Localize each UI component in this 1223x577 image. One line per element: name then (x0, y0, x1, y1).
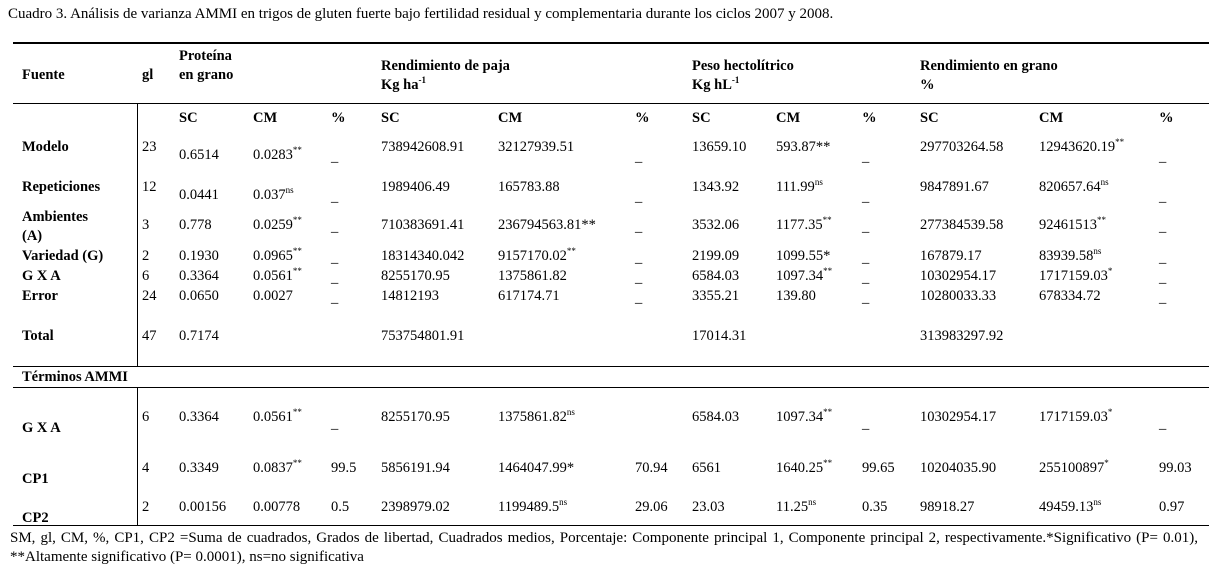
table-cell (381, 248, 464, 264)
table-cell (920, 248, 982, 264)
table-cell (776, 288, 816, 304)
table-cell (179, 288, 219, 304)
table-cell (331, 250, 338, 266)
table-cell (776, 139, 830, 155)
table-cell (920, 179, 989, 195)
table-cell (776, 248, 830, 264)
cell-value: 3532.06 (692, 217, 740, 233)
table-cell (1039, 268, 1112, 284)
table-cell (920, 409, 996, 425)
table-cell (498, 179, 560, 195)
cell-value: _ (331, 189, 339, 205)
table-cell (776, 409, 832, 425)
significance-mark: ** (823, 458, 833, 468)
cell-value: 0.7174 (179, 328, 219, 344)
subheader-9: SC (920, 110, 939, 126)
cell-value: 255100897 (1039, 460, 1105, 476)
cell-value: 0.5 (331, 499, 350, 515)
significance-mark: ** (823, 266, 833, 276)
row-gl: 3 (142, 217, 150, 233)
table-cell (253, 187, 294, 203)
row-gl: 23 (142, 139, 157, 155)
subheader-5: % (635, 110, 650, 126)
cell-value: 678334.72 (1039, 288, 1101, 304)
table-cell (331, 499, 349, 515)
subheader-4: CM (498, 110, 523, 126)
table-cell (776, 217, 832, 233)
table-cell (692, 328, 746, 344)
cell-value: 9157170.02 (498, 248, 567, 264)
significance-mark: ** (823, 407, 833, 417)
row-label: Total (22, 328, 54, 344)
cell-value: 0.3364 (179, 409, 219, 425)
subheader-7: CM (776, 110, 801, 126)
cell-value: 313983297.92 (920, 328, 1004, 344)
table-cell (862, 290, 869, 306)
cell-value: 2398979.02 (381, 499, 450, 515)
cell-value: 1464047.99* (498, 460, 575, 476)
row-label: Error (22, 288, 58, 304)
significance-mark: * (1107, 407, 1113, 417)
cell-value: _ (331, 250, 339, 266)
cell-value: 0.0561 (253, 268, 293, 284)
cell-value: 14812193 (381, 288, 439, 304)
cell-value: 83939.58 (1039, 248, 1094, 264)
cell-value: 1375861.82 (498, 268, 567, 284)
table-cell (635, 149, 642, 165)
row-gl: 12 (142, 179, 157, 195)
cell-value: 6561 (692, 460, 721, 476)
table-cell (862, 499, 887, 515)
header-peso-unit: Kg $hL^{-1}$ (692, 75, 740, 93)
significance-mark: ** (292, 266, 302, 276)
row-gl: 6 (142, 268, 150, 284)
table-cell (920, 268, 996, 284)
table-cell (253, 147, 302, 163)
cell-value: _ (1159, 416, 1167, 432)
subheader-11: % (1159, 110, 1174, 126)
header-rule (13, 103, 1209, 104)
ammi-section-title: Términos AMMI (22, 369, 128, 385)
table-cell (920, 217, 1003, 233)
cell-value: 167879.17 (920, 248, 982, 264)
cell-value: 0.0650 (179, 288, 219, 304)
cell-value: 1717159.03 (1039, 268, 1108, 284)
table-cell (331, 189, 338, 205)
cell-value: 0.037 (253, 187, 286, 203)
cell-value: _ (1159, 270, 1167, 286)
table-cell (179, 460, 219, 476)
cell-value: _ (635, 250, 643, 266)
table-cell (179, 147, 219, 163)
table-cell (1039, 248, 1101, 264)
table-cell (381, 328, 464, 344)
table-cell (920, 499, 974, 515)
cell-value: 0.6514 (179, 147, 219, 163)
table-cell (381, 499, 450, 515)
cell-value: _ (331, 149, 339, 165)
table-cell (692, 179, 739, 195)
ammi-row-label: G X A (22, 420, 61, 436)
cell-value: _ (331, 270, 339, 286)
table-cell (381, 409, 450, 425)
cell-value: 1097.34 (776, 268, 824, 284)
table-cell (920, 288, 996, 304)
subheader-8: % (862, 110, 877, 126)
cell-value: 49459.13 (1039, 499, 1094, 515)
row-label-cont: (A) (22, 228, 43, 244)
table-cell (1159, 416, 1166, 432)
cell-value: _ (862, 250, 870, 266)
top-rule (13, 42, 1209, 44)
cell-value: 9847891.67 (920, 179, 989, 195)
table-cell (179, 217, 212, 233)
cell-value: _ (635, 189, 643, 205)
cell-value: _ (1159, 250, 1167, 266)
table-cell (498, 248, 576, 264)
table-cell (381, 460, 450, 476)
significance-mark: ** (566, 246, 576, 256)
cell-value: 11.25 (776, 499, 809, 515)
total-rule (13, 366, 1209, 367)
significance-mark: * (1107, 266, 1113, 276)
cell-value: _ (1159, 189, 1167, 205)
cell-value: 0.0441 (179, 187, 219, 203)
table-cell (862, 460, 895, 476)
cell-value: 0.3364 (179, 268, 219, 284)
header-paja: Rendimiento de paja (381, 58, 510, 74)
cell-value: 277384539.58 (920, 217, 1004, 233)
cell-value: 8255170.95 (381, 409, 450, 425)
table-cell (776, 268, 832, 284)
cell-value: 70.94 (635, 460, 668, 476)
cell-value: 6584.03 (692, 268, 740, 284)
table-cell (498, 460, 574, 476)
table-cell (253, 499, 300, 515)
cell-value: _ (1159, 290, 1167, 306)
cell-value: _ (1159, 219, 1167, 235)
significance-mark: ns (1093, 246, 1102, 256)
subheader-2: % (331, 110, 346, 126)
table-cell (253, 268, 302, 284)
cell-value: 820657.64 (1039, 179, 1101, 195)
table-cell (179, 248, 219, 264)
table-cell (862, 219, 869, 235)
row-gl: 2 (142, 248, 150, 264)
cell-value: 13659.10 (692, 139, 747, 155)
cell-value: _ (331, 219, 339, 235)
cell-value: 99.5 (331, 460, 357, 476)
table-cell (331, 219, 338, 235)
row-label: Ambientes (22, 209, 89, 225)
cell-value: 10302954.17 (920, 409, 997, 425)
cell-value: 710383691.41 (381, 217, 465, 233)
cell-value: 18314340.042 (381, 248, 465, 264)
cell-value: 1640.25 (776, 460, 824, 476)
header-grano-unit: % (920, 77, 935, 93)
cell-value: 139.80 (776, 288, 816, 304)
table-cell (253, 217, 302, 233)
cell-value: 0.97 (1159, 499, 1185, 515)
table-cell (692, 288, 739, 304)
table-cell (179, 268, 219, 284)
table-cell (253, 460, 302, 476)
cell-value: _ (862, 219, 870, 235)
cell-value: 92461513 (1039, 217, 1097, 233)
table-cell (635, 250, 642, 266)
cell-value: 1177.35 (776, 217, 823, 233)
cell-value: 3355.21 (692, 288, 740, 304)
table-cell (1159, 460, 1192, 476)
table-cell (253, 248, 302, 264)
significance-mark: ** (292, 458, 302, 468)
cell-value: 738942608.91 (381, 139, 465, 155)
ammi-row-label: CP2 (22, 510, 49, 526)
significance-mark: ** (1097, 215, 1106, 225)
table-cell (498, 139, 574, 155)
ammi-title-rule (13, 387, 1209, 388)
cell-value: 6584.03 (692, 409, 740, 425)
row-label: Modelo (22, 139, 69, 155)
table-cell (253, 288, 293, 304)
cell-value: 2199.09 (692, 248, 740, 264)
table-cell (635, 219, 642, 235)
significance-mark: ** (1115, 137, 1125, 147)
cell-value: _ (635, 270, 643, 286)
table-cell (381, 268, 450, 284)
table-cell (1039, 499, 1101, 515)
cell-value: 0.0561 (253, 409, 293, 425)
table-cell (1159, 189, 1166, 205)
table-cell (331, 270, 338, 286)
table-cell (253, 409, 302, 425)
significance-mark: * (1104, 458, 1109, 468)
cell-value: 0.1930 (179, 248, 219, 264)
table-cell (1039, 460, 1109, 476)
cell-value: _ (862, 270, 870, 286)
table-cell (1159, 219, 1166, 235)
table-cell (862, 416, 869, 432)
row-label: Repeticiones (22, 179, 101, 195)
cell-value: 236794563.81** (498, 217, 596, 233)
significance-mark: ns (559, 497, 568, 507)
table-cell (862, 149, 869, 165)
subheader-10: CM (1039, 110, 1064, 126)
cell-value: _ (862, 189, 870, 205)
cell-value: _ (331, 290, 339, 306)
cell-value: 1717159.03 (1039, 409, 1108, 425)
ammi-row-label: CP1 (22, 471, 49, 487)
table-cell (381, 139, 464, 155)
table-cell (1039, 409, 1112, 425)
significance-mark: ns (814, 177, 823, 187)
significance-mark: ** (292, 246, 302, 256)
ammi-row-gl: 6 (142, 409, 150, 425)
cell-value: 8255170.95 (381, 268, 450, 284)
table-cell (381, 288, 439, 304)
cell-value: 98918.27 (920, 499, 975, 515)
table-cell (692, 268, 739, 284)
cell-value: _ (331, 416, 339, 432)
header-peso: Peso hectolítrico (692, 58, 794, 74)
cell-value: 1199489.5 (498, 499, 560, 515)
table-cell (331, 460, 356, 476)
table-cell (692, 460, 721, 476)
table-cell (1159, 290, 1166, 306)
cell-value: 0.0283 (253, 147, 293, 163)
header-paja-unit: Kg $ha^{-1}$ (381, 75, 426, 93)
table-cell (635, 499, 668, 515)
significance-mark: ns (285, 185, 294, 195)
row-label: Variedad (G) (22, 248, 104, 264)
table-footnote: SM, gl, CM, %, CP1, CP2 =Suma de cuadrados, Grados de libertad, Cuadrados medios, Porcentaje: Componente principal 1, Componente principal 2, respectivamente.*Significativo (P= 0.01), **Altamente significativo (P= 0.0001), ns=no significativa (10, 530, 1198, 565)
row-gl: 24 (142, 288, 157, 304)
cell-value: _ (862, 149, 870, 165)
table-cell (862, 189, 869, 205)
table-cell (776, 179, 823, 195)
subheader-1: CM (253, 110, 278, 126)
significance-mark: ** (292, 407, 302, 417)
cell-value: 17014.31 (692, 328, 747, 344)
significance-mark: ** (292, 145, 302, 155)
table-cell (1039, 288, 1101, 304)
table-cell (692, 139, 746, 155)
table-cell (498, 409, 575, 425)
cell-value: 0.00156 (179, 499, 227, 515)
table-cell (635, 290, 642, 306)
cell-value: 0.00778 (253, 499, 301, 515)
table-cell (635, 460, 668, 476)
cell-value: 32127939.51 (498, 139, 575, 155)
cell-value: 1375861.82 (498, 409, 567, 425)
cell-value: 0.0965 (253, 248, 293, 264)
cell-value: _ (862, 416, 870, 432)
table-cell (1159, 149, 1166, 165)
table-cell (920, 328, 1003, 344)
table-cell (1039, 217, 1106, 233)
table-cell (381, 217, 464, 233)
cell-value: 1097.34 (776, 409, 824, 425)
table-cell (862, 250, 869, 266)
table-cell (920, 460, 996, 476)
header-grano: Rendimiento en grano (920, 58, 1058, 74)
table-cell (331, 290, 338, 306)
table-cell (692, 409, 739, 425)
table-cell (1159, 250, 1166, 266)
cell-value: _ (635, 149, 643, 165)
subheader-6: SC (692, 110, 711, 126)
cell-value: 0.0837 (253, 460, 293, 476)
table-cell (1039, 139, 1124, 155)
table-cell (635, 189, 642, 205)
table-cell (1039, 179, 1109, 195)
cell-value: _ (635, 290, 643, 306)
cell-value: 111.99 (776, 179, 815, 195)
table-cell (498, 288, 560, 304)
cell-value: 1989406.49 (381, 179, 450, 195)
cell-value: 0.778 (179, 217, 212, 233)
table-cell (862, 270, 869, 286)
table-cell (381, 179, 450, 195)
cell-value: _ (1159, 149, 1167, 165)
table-cell (920, 139, 1003, 155)
cell-value: 10204035.90 (920, 460, 997, 476)
table-cell (179, 499, 226, 515)
significance-mark: ns (1093, 497, 1102, 507)
bottom-rule (13, 525, 1209, 526)
subheader-3: SC (381, 110, 400, 126)
row-label: G X A (22, 268, 61, 284)
significance-mark: ** (292, 215, 302, 225)
cell-value: 0.3349 (179, 460, 219, 476)
significance-mark: ns (566, 407, 575, 417)
table-cell (635, 270, 642, 286)
row-gl: 47 (142, 328, 157, 344)
table-caption: Cuadro 3. Análisis de varianza AMMI en trigos de gluten fuerte bajo fertilidad residual y complementaria durante los ciclos 2007 y 2008. (8, 6, 834, 22)
ammi-row-gl: 4 (142, 460, 150, 476)
table-cell (1159, 499, 1184, 515)
table-cell (331, 416, 338, 432)
significance-mark: ns (808, 497, 817, 507)
table-cell (331, 149, 338, 165)
cell-value: 99.03 (1159, 460, 1192, 476)
cell-value: 12943620.19 (1039, 139, 1116, 155)
table-cell (179, 187, 219, 203)
cell-value: 617174.71 (498, 288, 560, 304)
table-cell (692, 217, 739, 233)
table-cell (776, 460, 832, 476)
cell-value: 1343.92 (692, 179, 740, 195)
table-cell (179, 409, 219, 425)
header-proteina-2: en grano (179, 67, 234, 83)
header-fuente: Fuente (22, 67, 65, 83)
header-proteina-1: Proteína (179, 48, 232, 64)
table-cell (498, 268, 567, 284)
cell-value: 593.87** (776, 139, 831, 155)
gl-column-divider-ammi (137, 387, 138, 525)
table-cell (498, 217, 596, 233)
cell-value: 0.0027 (253, 288, 293, 304)
table-cell (179, 328, 219, 344)
table-cell (1159, 270, 1166, 286)
cell-value: 10302954.17 (920, 268, 997, 284)
cell-value: 165783.88 (498, 179, 560, 195)
table-cell (692, 499, 725, 515)
cell-value: 23.03 (692, 499, 725, 515)
subheader-0: SC (179, 110, 198, 126)
cell-value: 297703264.58 (920, 139, 1004, 155)
cell-value: 5856191.94 (381, 460, 450, 476)
cell-value: _ (862, 290, 870, 306)
table-cell (498, 499, 567, 515)
table-cell (692, 248, 739, 264)
cell-value: 0.0259 (253, 217, 293, 233)
cell-value: 99.65 (862, 460, 895, 476)
cell-value: 10280033.33 (920, 288, 997, 304)
header-gl: gl (142, 67, 154, 83)
cell-value: 29.06 (635, 499, 668, 515)
cell-value: 753754801.91 (381, 328, 465, 344)
cell-value: 0.35 (862, 499, 888, 515)
ammi-row-gl: 2 (142, 499, 150, 515)
gl-column-divider (137, 103, 138, 366)
significance-mark: ** (822, 215, 832, 225)
cell-value: 1099.55* (776, 248, 831, 264)
significance-mark: ns (1100, 177, 1109, 187)
table-cell (776, 499, 816, 515)
cell-value: _ (635, 219, 643, 235)
